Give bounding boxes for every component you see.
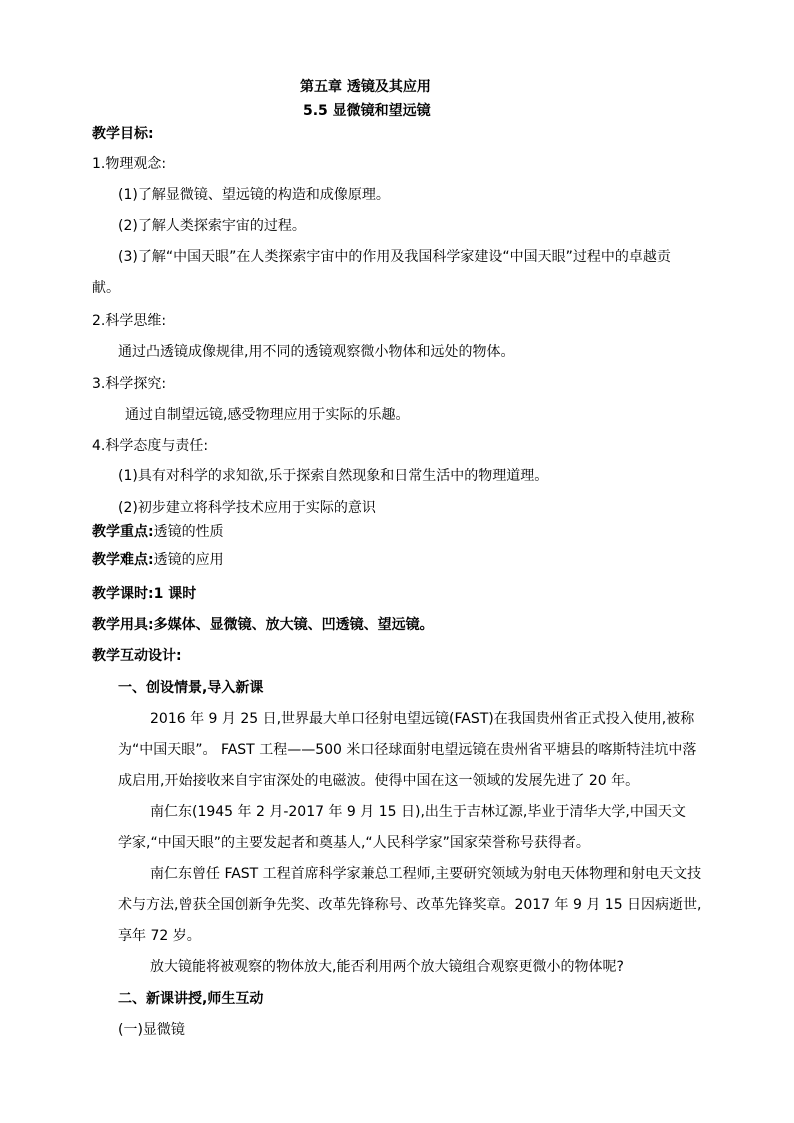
difficulty-value: 透镜的应用 (153, 552, 224, 568)
section-title: 5.5 显微镜和望远镜 (303, 103, 431, 119)
part-1-title: 一、创设情景,导入新课 (118, 680, 264, 696)
difficulty-label: 教学难点: (92, 552, 154, 568)
chapter-title: 第五章 透镜及其应用 (300, 79, 431, 95)
teaching-tools: 教学用具:多媒体、显微镜、放大镜、凹透镜、望远镜。 (92, 617, 434, 633)
lesson-hours: 教学课时:1 课时 (92, 586, 197, 602)
objective-2-text: 通过凸透镜成像规律,用不同的透镜观察微小物体和远处的物体。 (118, 344, 515, 360)
interaction-design-heading: 教学互动设计: (92, 648, 182, 664)
subsection-1-title: (一)显微镜 (118, 1022, 185, 1038)
difficulty-row (92, 551, 224, 569)
paragraph-3-line2: 术与方法,曾获全国创新争先奖、改革先锋称号、改革先锋奖章。2017 年 9 月 15 日因病逝世, (118, 897, 702, 913)
focus-row (92, 523, 224, 541)
objective-1-sub1: (1)了解显微镜、望远镜的构造和成像原理。 (118, 187, 390, 203)
objective-3-title: 3.科学探究: (92, 376, 167, 392)
objective-2-title: 2.科学思维: (92, 313, 167, 329)
objective-4-sub1: (1)具有对科学的求知欲,乐于探索自然现象和日常生活中的物理道理。 (118, 468, 549, 484)
objective-1-sub2: (2)了解人类探索宇宙的过程。 (118, 218, 306, 234)
objectives-heading: 教学目标: (92, 126, 154, 142)
paragraph-1-line1: 2016 年 9 月 25 日,世界最大单口径射电望远镜(FAST)在我国贵州省正式投入使用,被称 (150, 711, 695, 727)
paragraph-3-line1: 南仁东曾任 FAST 工程首席科学家兼总工程师,主要研究领域为射电天体物理和射电天文技 (150, 866, 702, 882)
objective-4-title: 4.科学态度与责任: (92, 438, 209, 454)
paragraph-2-line1: 南仁东(1945 年 2 月-2017 年 9 月 15 日),出生于吉林辽源,毕业于清华大学,中国天文 (150, 804, 686, 820)
paragraph-1-line3: 成启用,开始接收来自宇宙深处的电磁波。使得中国在这一领域的发展先进了 20 年。 (118, 773, 640, 789)
objective-3-text: 通过自制望远镜,感受物理应用于实际的乐趣。 (125, 407, 410, 423)
paragraph-1-line2: 为“中国天眼”。 FAST 工程——500 米口径球面射电望远镜在贵州省平塘县的喀斯特洼坑中落 (118, 742, 697, 758)
paragraph-4: 放大镜能将被观察的物体放大,能否利用两个放大镜组合观察更微小的物体呢? (150, 959, 624, 975)
focus-value: 透镜的性质 (153, 524, 224, 540)
objective-1-sub3-line2: 献。 (92, 280, 120, 296)
paragraph-3-line3: 享年 72 岁。 (118, 928, 201, 944)
objective-1-sub3-line1: (3)了解“中国天眼”在人类探索宇宙中的作用及我国科学家建设“中国天眼”过程中的卓越贡 (118, 249, 671, 265)
objective-1-title: 1.物理观念: (92, 156, 167, 172)
objective-4-sub2: (2)初步建立将科学技术应用于实际的意识 (118, 500, 376, 516)
paragraph-2-line2: 学家,“中国天眼”的主要发起者和奠基人,“人民科学家”国家荣誉称号获得者。 (118, 835, 590, 851)
focus-label: 教学重点: (92, 524, 154, 540)
part-2-title: 二、新课讲授,师生互动 (118, 991, 264, 1007)
